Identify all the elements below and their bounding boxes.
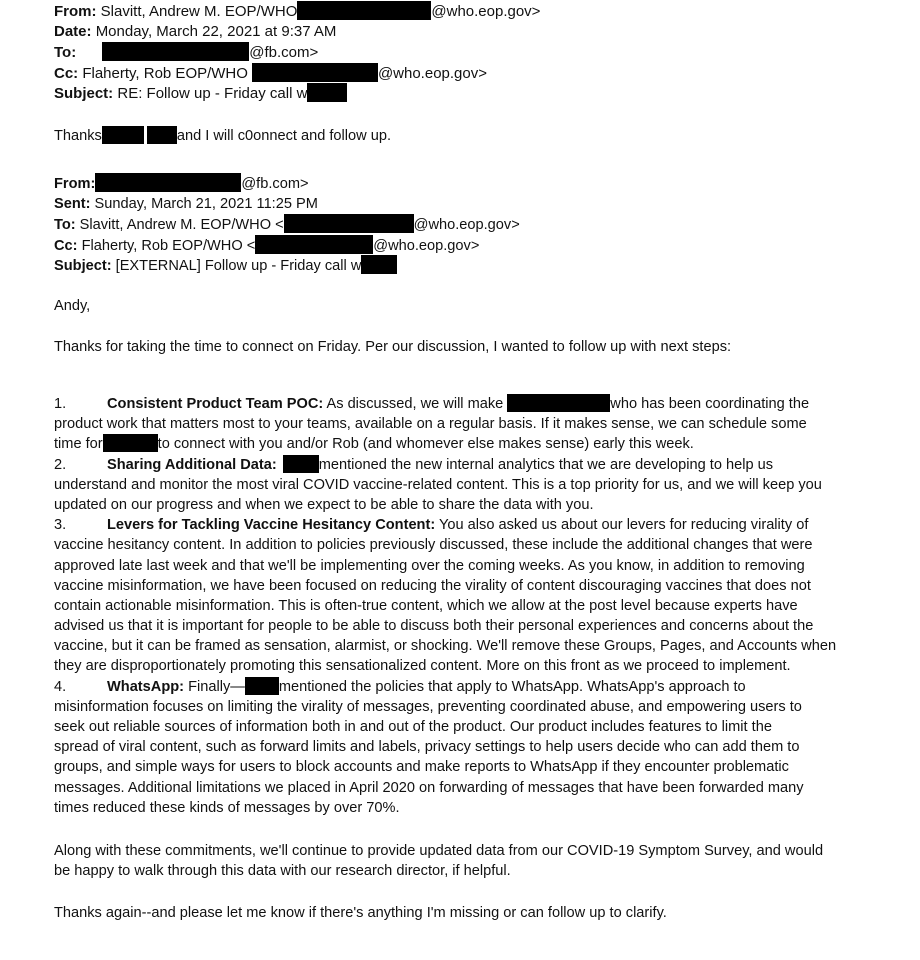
sign-off: Thanks again--and please let me know if there's anything I'm missing or can follow up to clarify. bbox=[54, 905, 667, 921]
inner-sent-value: Sunday, March 21, 2021 11:25 PM bbox=[94, 195, 318, 212]
list-item-1-heading: Consistent Product Team POC: bbox=[107, 396, 324, 412]
inner-sent-label: Sent: bbox=[54, 195, 91, 212]
redaction-bar bbox=[102, 42, 249, 61]
redaction-bar bbox=[255, 235, 373, 254]
outer-from-line bbox=[54, 1, 540, 22]
redaction-bar bbox=[297, 1, 431, 20]
list-item-4-heading: WhatsApp: bbox=[107, 678, 185, 695]
inner-cc-name: Flaherty, Rob EOP/WHO < bbox=[81, 237, 256, 254]
redaction-bar bbox=[307, 83, 347, 102]
list-item-3-heading: Levers for Tackling Vaccine Hesitancy Content: bbox=[107, 517, 436, 534]
numbered-list: 1. Consistent Product Team POC: As discussed, we will make who has been coordinating the product work that matters most to your teams, available on a regular basis. If it makes sense, we can schedule some time for to connect with you and/or Rob (and whomever else makes sense) early this week. 2. Sharing Additional Data: mentioned the new internal analytics that we are developing to help us understand and monitor the most viral COVID vaccine-related content. This is a top priority for us, and we will keep you updated on our progress and when we expect to be able to share the data with you. 3. Levers for Tackling Vaccine Hesitancy Content: You also asked us about our levers for reducing virality of vaccine hesitancy content. In addition to policies previously discussed, these include the additional changes that were approved late last week and that we'll be implementing over the coming weeks. As you know, in addition to removing vaccine misinformation, we have been focused on reducing the virality of content discouraging vaccines that does not contain actionable misinformation. This is often-true content, which we allow at the post level because experts have advised us that it is important for people to be able to discuss both their personal experiences and concerns about the vaccine, but it can be framed as sensation, alarmist, or shocking. We'll remove these Groups, Pages, and Accounts when they are disproportionately promoting this sensationalized content. More on this front as we proceed to implement. 4. WhatsApp: Finally— mentioned the policies that apply to WhatsApp. WhatsApp's approach to misinformation focuses on limiting the virality of messages, preventing coordinated abuse, and empowering users to seek out reliable sources of information both in and out of the product. Our product includes features to limit the spread of viral content, such as forward limits and labels, privacy settings to help users decide who can add them to groups, and simple ways for users to block accounts and make reports to WhatsApp if they encounter problematic messages. Additional limitations we placed in April 2020 on forwarding of messages that have been forwarded many times reduced these kinds of messages by over 70%. bbox=[54, 394, 874, 818]
list-item-2-line-1: 2. Sharing Additional Data: mentioned the new internal analytics that we are developing to help us bbox=[54, 456, 774, 473]
inner-cc-label: Cc: bbox=[54, 237, 78, 254]
outer-from-label: From: bbox=[54, 3, 97, 20]
outer-from-domain: @who.eop.gov> bbox=[431, 3, 541, 20]
greeting: Andy, bbox=[54, 298, 91, 314]
outer-date-line bbox=[54, 22, 540, 43]
outer-to-domain: @fb.com> bbox=[249, 44, 319, 61]
inner-email-header bbox=[54, 173, 520, 276]
outer-date-label: Date: bbox=[54, 22, 92, 40]
inner-sent-line bbox=[54, 194, 520, 215]
inner-cc-domain: @who.eop.gov> bbox=[373, 237, 480, 254]
redaction-bar bbox=[252, 63, 378, 82]
intro-paragraph: Thanks for taking the time to connect on Friday. Per our discussion, I wanted to follow up with next steps: bbox=[54, 339, 732, 355]
inner-from-domain: @fb.com> bbox=[241, 176, 309, 192]
inner-subject-line bbox=[54, 255, 520, 276]
redaction-bar bbox=[283, 455, 319, 473]
list-item-2-heading: Sharing Additional Data: bbox=[107, 456, 277, 473]
redaction-bar bbox=[361, 255, 397, 274]
inner-from-line bbox=[54, 173, 520, 194]
inner-from-label: From: bbox=[54, 176, 96, 192]
list-item-3-line-1: 3. Levers for Tackling Vaccine Hesitancy Content: You also asked us about our levers for reducing virality of bbox=[54, 517, 809, 534]
inner-subject-value: [EXTERNAL] Follow up - Friday call w bbox=[115, 258, 362, 274]
list-item-1-line-1: 1. Consistent Product Team POC: As discussed, we will make who has been coordinating the bbox=[54, 396, 810, 412]
inner-cc-line bbox=[54, 235, 520, 256]
inner-to-domain: @who.eop.gov> bbox=[413, 217, 520, 233]
closing-paragraph: Along with these commitments, we'll continue to provide updated data from our COVID-19 Symptom Survey, and would be happy to walk through this data with our research director, if helpful. bbox=[54, 843, 824, 880]
redaction-bar bbox=[103, 434, 158, 452]
outer-cc-label: Cc: bbox=[54, 64, 79, 82]
inner-subject-label: Subject: bbox=[54, 258, 112, 274]
redaction-bar bbox=[507, 394, 610, 412]
redaction-bar bbox=[245, 677, 279, 695]
outer-cc-name: Flaherty, Rob EOP/WHO bbox=[82, 64, 248, 82]
outer-cc-domain: @who.eop.gov> bbox=[377, 64, 487, 82]
outer-to-line bbox=[54, 42, 540, 63]
outer-subject-label: Subject: bbox=[54, 85, 114, 102]
outer-subject-line bbox=[54, 83, 540, 104]
outer-email-header bbox=[54, 1, 540, 104]
redaction-bar bbox=[95, 173, 241, 192]
inner-to-label: To: bbox=[54, 217, 76, 233]
inner-to-name: Slavitt, Andrew M. EOP/WHO < bbox=[79, 217, 284, 233]
outer-to-label: To: bbox=[54, 44, 77, 61]
redaction-bar bbox=[147, 126, 177, 144]
reply-end: and I will c0onnect and follow up. bbox=[176, 128, 392, 144]
outer-date-value: Monday, March 22, 2021 at 9:37 AM bbox=[95, 22, 337, 40]
redaction-bar bbox=[284, 214, 414, 233]
reply-start: Thanks bbox=[54, 128, 102, 144]
outer-cc-line bbox=[54, 63, 540, 84]
outer-subject-value: RE: Follow up - Friday call w bbox=[117, 85, 308, 102]
list-item-4-line-1: 4. WhatsApp: Finally— mentioned the policies that apply to WhatsApp. WhatsApp's approach to bbox=[54, 678, 746, 695]
inner-to-line bbox=[54, 214, 520, 235]
redaction-bar bbox=[102, 126, 144, 144]
reply-text bbox=[54, 126, 874, 146]
outer-from-name: Slavitt, Andrew M. EOP/WHO bbox=[100, 3, 298, 20]
